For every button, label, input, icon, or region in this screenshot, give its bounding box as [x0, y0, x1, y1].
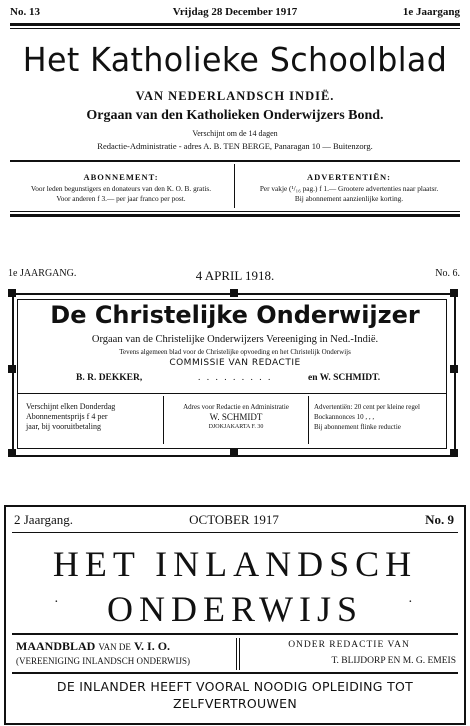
frame-corner [450, 289, 458, 297]
ads-heading: ADVERTENTIËN: [306, 172, 392, 182]
masthead1-mid-rule [10, 160, 460, 162]
masthead3-lower-rule [12, 672, 458, 674]
monthly-prefix: MAANDBLAD [16, 639, 96, 653]
masthead2-volume: 1e JAARGANG. [8, 268, 77, 279]
masthead2-info-frequency [26, 402, 160, 432]
masthead1-address: Redactie-Administratie - adres A. B. TEN BERGE, Panaragan 10 — Buitenzorg. [97, 141, 373, 151]
box1-line2: Abonnementsprijs f 4 per [26, 412, 108, 421]
masthead1-volume: 1e Jaargang [402, 6, 460, 18]
masthead2-committee: COMMISSIE VAN REDACTIE [169, 358, 301, 368]
masthead-katholieke-schoolblad [10, 4, 460, 224]
masthead3-date: OCTOBER 1917 [189, 512, 279, 527]
ads-line1: Per vakje (¹/₁₆ pag.) f 1.— Grootere advertenties naar plaatsr. [259, 184, 439, 193]
masthead3-number: No. 9 [425, 512, 454, 527]
frame-corner [230, 289, 238, 297]
box3-line3: Bij abonnement flinke reductie [314, 423, 401, 431]
masthead1-number: No. 13 [10, 6, 40, 18]
masthead2-date: 4 APRIL 1918. [195, 268, 275, 283]
box3-line2: Bockannonces 10 , , , [314, 413, 375, 421]
masthead1-organ: Orgaan van den Katholieken Onderwijzers Bond. [86, 108, 384, 123]
masthead3-association: (VEREENIGING INLANDSCH ONDERWIJS) [16, 656, 190, 666]
masthead1-ads [238, 172, 460, 204]
masthead2-info-address [166, 402, 306, 432]
masthead2-info-divider [163, 396, 164, 444]
box2-line2: W. SCHMIDT [209, 412, 263, 422]
frame-corner [230, 449, 238, 457]
masthead1-subscription [10, 172, 232, 204]
masthead2-organ: Orgaan van de Christelijke Onderwijzers Vereeniging in Ned.-Indië. [91, 334, 379, 345]
masthead2-number: No. 6. [435, 268, 460, 279]
box2-line3: DJOKJAKARTA F. 30 [208, 424, 264, 430]
masthead-inlandsch-onderwijs [4, 505, 466, 723]
masthead3-mid-rule [12, 633, 458, 635]
masthead2-info-divider [308, 396, 309, 444]
masthead1-title: Het Katholieke Schoolblad [22, 40, 448, 79]
masthead2-info-rule [17, 393, 447, 394]
masthead2-editor1: B. R. DEKKER, [76, 373, 143, 383]
masthead2-info-ads [314, 402, 450, 432]
ads-line2: Bij abonnement aanzienlijke korting. [294, 194, 404, 203]
masthead1-top-rule [10, 23, 460, 26]
box1-line3: jaar, bij vooruitbetaling [26, 422, 101, 431]
ornament-dot-right: · [408, 595, 413, 610]
masthead3-motto-line2: ZELFVERTROUWEN [173, 696, 297, 711]
masthead1-top-rule-thin [10, 28, 460, 29]
subscription-line1: Voor leden begunstigers en donateurs van den K. O. B. gratis. [30, 184, 212, 193]
masthead1-frequency: Verschijnt om de 14 dagen [192, 129, 278, 138]
monthly-mid: VAN DE [98, 642, 131, 652]
box3-line1: Advertentiën: 20 cent per kleine regel [314, 403, 420, 411]
masthead2-general: Tevens algemeen blad voor de Christelijke opvoeding en het Christelijk Onderwijs [119, 348, 351, 356]
frame-corner [8, 449, 16, 457]
masthead3-title-line2: ONDERWIJS [106, 589, 363, 629]
masthead3-title-line1: HET INLANDSCH [52, 544, 418, 584]
masthead1-bottom-rule-thin [10, 211, 460, 212]
masthead3-monthly [16, 639, 170, 654]
frame-corner [450, 449, 458, 457]
box1-line1: Verschijnt elken Donderdag [26, 402, 116, 411]
masthead-christelijke-onderwijzer [8, 268, 462, 458]
masthead3-volume: 2 Jaargang. [14, 512, 73, 527]
masthead3-top-rule [12, 532, 458, 533]
masthead1-date: Vrijdag 28 December 1917 [172, 6, 298, 18]
frame-corner [8, 289, 16, 297]
subscription-heading: ABONNEMENT: [83, 172, 159, 182]
masthead2-title: De Christelijke Onderwijzer [50, 301, 420, 329]
masthead2-editor2: en W. SCHMIDT. [308, 373, 381, 383]
masthead1-column-divider [234, 164, 235, 208]
box2-line1: Adres voor Redactie en Administratie [183, 403, 289, 411]
masthead3-editors: T. BLIJDORP EN M. G. EMEIS [331, 656, 456, 666]
masthead1-subtitle: VAN NEDERLANDSCH INDIË. [135, 89, 335, 103]
masthead2-dots: . . . . . . . . . [198, 373, 273, 383]
masthead3-info-divider [236, 638, 237, 670]
masthead3-motto-line1: DE INLANDER HEEFT VOORAL NOODIG OPLEIDING TOT [56, 679, 414, 694]
ornament-dot-left: · [54, 595, 59, 610]
masthead3-editorial-label: ONDER REDACTIE VAN [288, 640, 410, 650]
masthead3-info-divider [239, 638, 240, 670]
subscription-line2: Voor anderen f 3.— per jaar franco per post. [56, 194, 186, 203]
monthly-abbr: V. I. O. [133, 639, 171, 653]
masthead1-bottom-rule [10, 214, 460, 217]
